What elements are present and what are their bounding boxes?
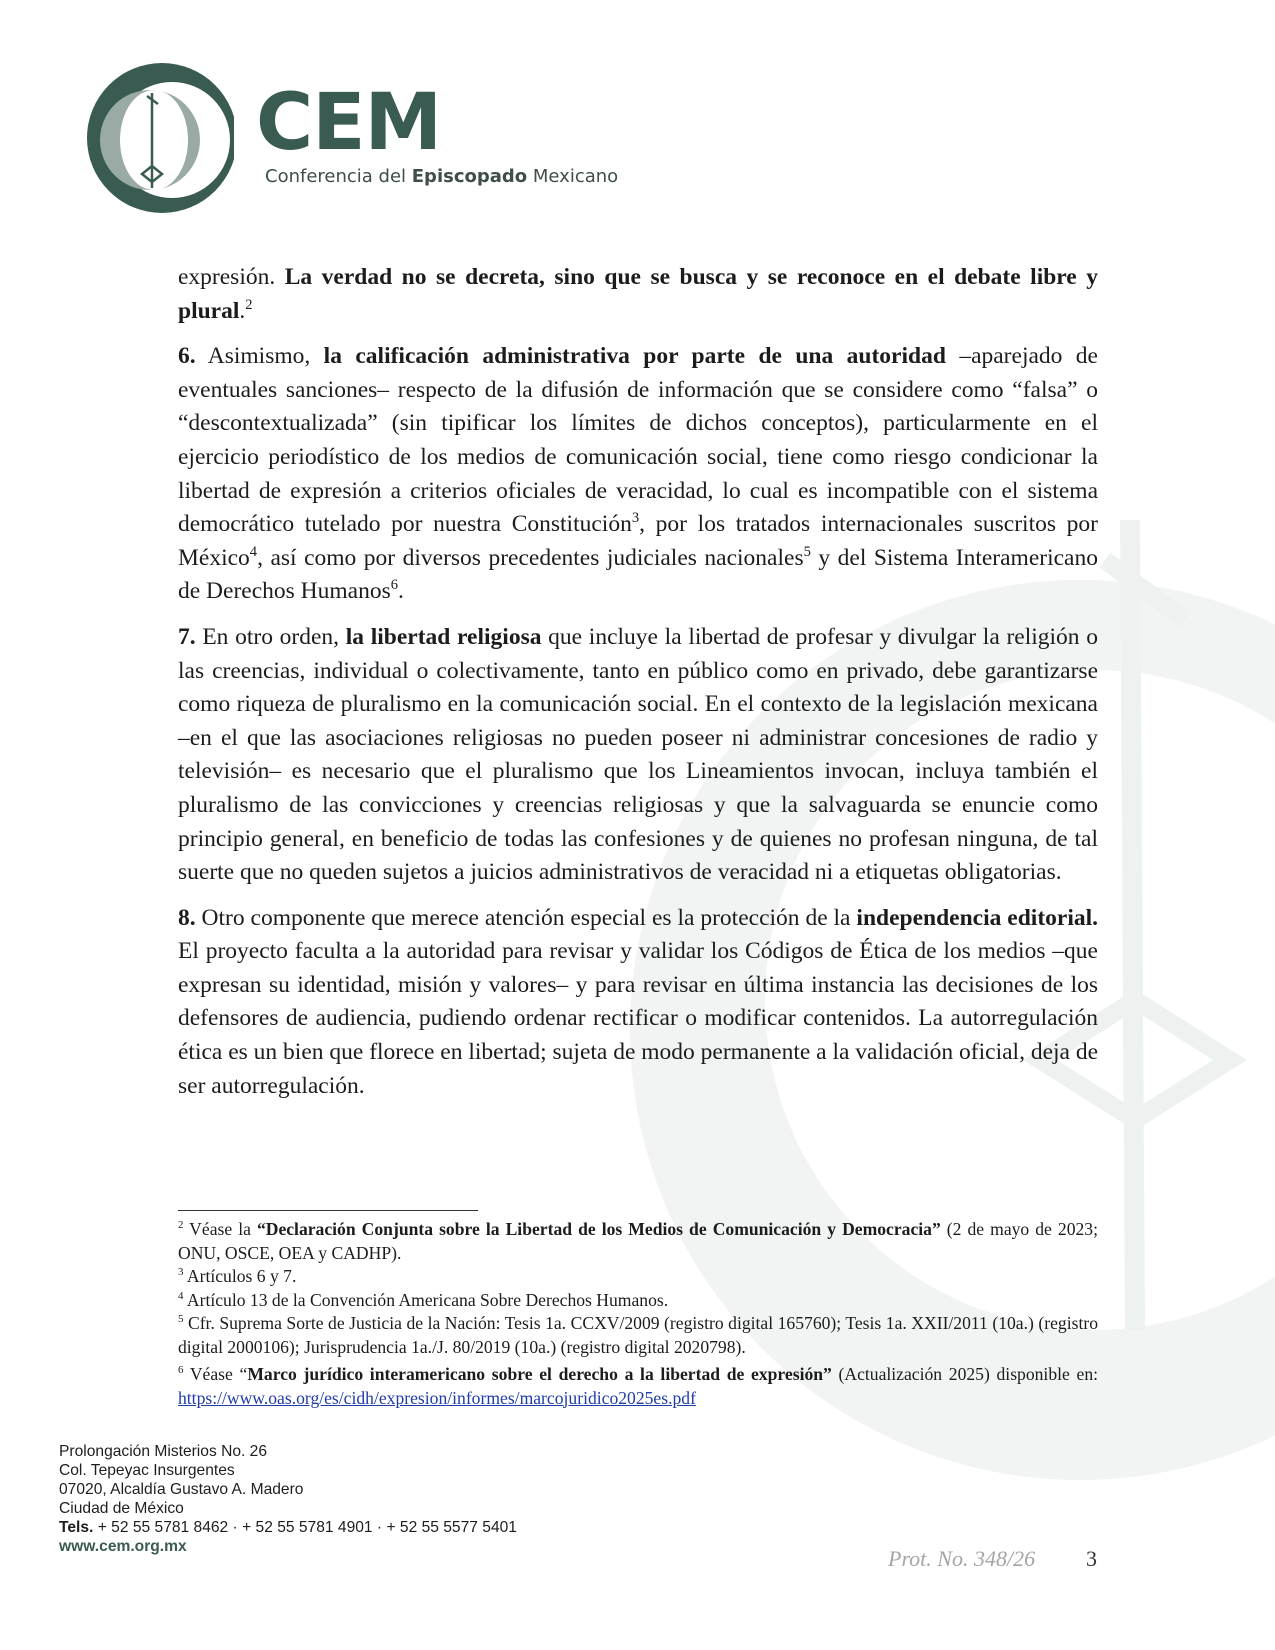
- paragraph-text: El proyecto faculta a la autoridad para revisar y validar los Códigos de Ética de los medios –que expresan su identidad, misión y valores– y para revisar en última instancia las decisiones de los defensores de audiencia, pudiendo ordenar rectificar o modificar contenidos. La autorregulación ética es un bien que florece en libertad; sujeta de modo permanente a la validación oficial, deja de ser autorregulación.: [178, 938, 1099, 1099]
- paragraph-emphasis: la libertad religiosa: [345, 623, 542, 650]
- logo-subtitle-post: Mexicano: [527, 166, 619, 187]
- footnote-number: 3: [178, 1266, 184, 1279]
- footnote-number: 5: [178, 1313, 184, 1326]
- footnote-ref: 4: [249, 543, 258, 560]
- footnote-text: Véase la: [183, 1219, 257, 1239]
- footnote-number: 2: [178, 1219, 184, 1232]
- address-line: Col. Tepeyac Insurgentes: [59, 1462, 235, 1479]
- logo-subtitle-pre: Conferencia del: [265, 166, 412, 187]
- footnote-text: (2 de mayo de 2023; ONU, OSCE, OEA y CADHP).: [178, 1219, 1098, 1263]
- footnote-text: Véase “: [183, 1364, 248, 1384]
- footnote-ref: 5: [803, 543, 811, 560]
- address-line: Prolongación Misterios No. 26: [59, 1443, 268, 1460]
- logo-subtitle: [265, 168, 618, 186]
- cem-logo-mark: [84, 60, 234, 216]
- phone-line: [59, 1518, 517, 1537]
- paragraph-text: .: [398, 578, 404, 605]
- footnote-3: [178, 1265, 1098, 1289]
- footnote-ref: 6: [390, 577, 399, 594]
- footnote-text: (Actualización 2025) disponible en:: [831, 1364, 1098, 1384]
- footnote-2: [178, 1218, 1098, 1265]
- website-link[interactable]: www.cem.org.mx: [59, 1538, 187, 1555]
- footnote-ref: 2: [245, 296, 253, 313]
- footnote-link[interactable]: https://www.oas.org/es/cidh/expresion/informes/marcojuridico2025es.pdf: [178, 1387, 696, 1408]
- footnote-number: 6: [178, 1364, 184, 1377]
- footnote-emphasis: “Declaración Conjunta sobre la Libertad de los Medios de Comunicación y Democracia”: [256, 1219, 941, 1239]
- phone-label: Tels.: [59, 1519, 94, 1536]
- footnote-6: [178, 1363, 1098, 1410]
- paragraph-emphasis: independencia editorial.: [856, 904, 1099, 931]
- logo-title: CEM: [256, 78, 442, 168]
- paragraph-text: .: [239, 297, 246, 324]
- page-number: 3: [1086, 1546, 1097, 1571]
- footnote-text: Cfr. Suprema Sorte de Justicia de la Nación: Tesis 1a. CCXV/2009 (registro digital 165760); Tesis 1a. XXII/2011 (10a.) (registro digital 2000106); Jurisprudencia 1a./J. 80/2019 (10a.) (registro digital 2020798).: [178, 1313, 1098, 1357]
- phone-numbers: + 52 55 5781 8462 · + 52 55 5781 4901 · + 52 55 5577 5401: [93, 1519, 517, 1536]
- paragraph-text: Otro componente que merece atención especial es la protección de la: [195, 904, 857, 931]
- protocol-number: Prot. No. 348/26: [888, 1546, 1036, 1571]
- paragraph-number: 8.: [178, 904, 196, 931]
- logo-subtitle-bold: Episcopado: [411, 166, 528, 187]
- address-line: Ciudad de México: [59, 1500, 184, 1517]
- footnotes: [178, 1218, 1098, 1410]
- paragraph-text: y del Sistema Interamericano de Derechos Humanos: [178, 544, 1098, 605]
- paragraph-text: , así como por diversos precedentes judiciales nacionales: [257, 544, 804, 571]
- paragraph-text: En otro orden,: [195, 623, 346, 650]
- document-body: [178, 261, 1098, 1115]
- footer-address: [59, 1442, 517, 1556]
- paragraph-6: [178, 340, 1098, 609]
- footnote-divider: [178, 1210, 478, 1211]
- address-line: 07020, Alcaldía Gustavo A. Madero: [59, 1481, 304, 1498]
- footnote-text: Artículo 13 de la Convención Americana Sobre Derechos Humanos.: [183, 1289, 669, 1310]
- footnote-ref: 3: [631, 510, 640, 527]
- paragraph-text: –aparejado de eventuales sanciones– respecto de la difusión de información que se considere como “falsa” o “descontextualizada” (sin tipificar los límites de dichos conceptos), particularmente en el ejercicio periodístico de los medios de comunicación social, tiene como riesgo condicionar la libertad de expresión a criterios oficiales de veracidad, lo cual es incompatible con el sistema democrático tutelado por nuestra Constitución: [178, 343, 1098, 538]
- paragraph-7: [178, 621, 1098, 890]
- paragraph-text: Asimismo,: [195, 343, 324, 370]
- footnote-5: [178, 1312, 1098, 1359]
- paragraph-text: expresión.: [178, 264, 285, 290]
- footnote-text: Artículos 6 y 7.: [183, 1266, 297, 1286]
- paragraph-number: 6.: [178, 343, 196, 370]
- paragraph-number: 7.: [178, 623, 196, 650]
- paragraph-emphasis: la calificación administrativa por parte de una autoridad: [323, 343, 946, 370]
- paragraph-continuation: [178, 261, 1098, 328]
- footnote-number: 4: [178, 1289, 184, 1302]
- paragraph-8: [178, 902, 1098, 1104]
- paragraph-emphasis: La verdad no se decreta, sino que se busca y se reconoce en el debate libre y plural: [178, 264, 1098, 324]
- footnote-emphasis: Marco jurídico interamericano sobre el derecho a la libertad de expresión”: [247, 1364, 832, 1384]
- paragraph-text: que incluye la libertad de profesar y divulgar la religión o las creencias, individual o colectivamente, tanto en público como en privado, debe garantizarse como riqueza de pluralismo en la comunicación social. En el contexto de la legislación mexicana –en el que las asociaciones religiosas no pueden poseer ni administrar concesiones de radio y televisión– es necesario que el pluralismo que los Lineamientos invocan, incluya también el pluralismo de las convicciones y creencias religiosas y que la salvaguarda se enuncie como principio general, en beneficio de todas las confesiones y de quienes no profesan ninguna, de tal suerte que no queden sujetos a juicios administrativos de veracidad ni a etiquetas obligatorias.: [178, 623, 1098, 886]
- paragraph-text: , por los tratados internacionales suscritos por México: [178, 511, 1098, 571]
- footnote-4: [178, 1289, 1098, 1313]
